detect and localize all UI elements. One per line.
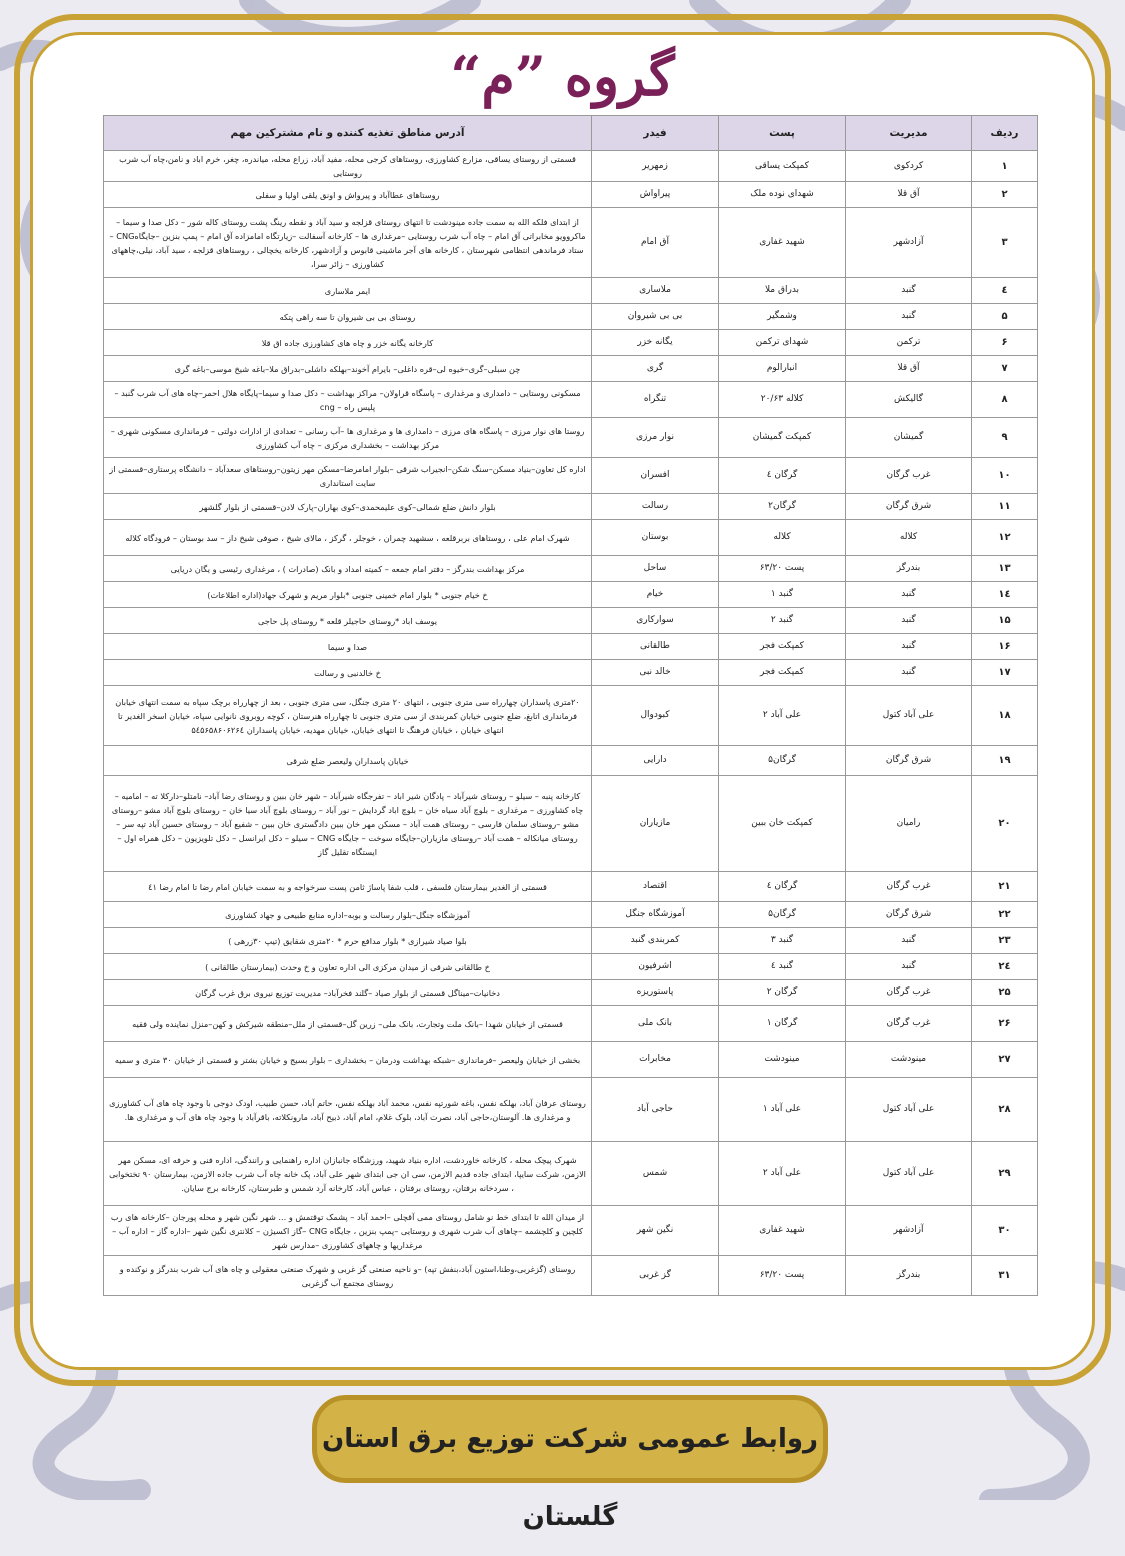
row-post: کلاله ۲۰/۶۳ [719,382,846,418]
row-address: بخشی از خیابان ولیعصر –فرمانداری –شبکه بهداشت ودرمان – بخشداری – بلوار بسیج و خیابان بشتر و قسمتی از خیابان ۳۰ متری و سمیه [104,1042,592,1078]
table-row [104,556,1038,582]
row-modiriat: گنبد [846,954,972,980]
table-row [104,660,1038,686]
row-post: کلاله [719,520,846,556]
row-number: ۱۳ [972,556,1038,582]
row-address: خ خالدنبی و رسالت [104,660,592,686]
row-address: ۲۰متری پاسداران چهارراه سی متری جنوبی ، انتهای ۲۰ متری جنگل، سی متری جنوبی ، بعد از چهارراه برچک سپاه به سمت انتهای خیابان فرمانداری اتابغ، ضلع جنوبی خیابان کمربندی از سی متری جنوبی تا چهارراه هنرستان ، کوچه روبروی نانوایی سپاه، خیابان اسخر الغدیر تا انتهای خیابان ، خیابان فرهنگ تا انتهای خیابان، خیابان مهدیه، خیابان پاسداران ۵٤۵۶۵۸۶۰۶۲۶٤ [104,686,592,746]
row-feeder: شمس [592,1142,719,1206]
row-address: بلوار دانش ضلع شمالی–کوی علیمحمدی–کوی بهاران–پارک لادن–قسمتی از بلوار گلشهر [104,494,592,520]
row-post: شهید غفاری [719,1206,846,1256]
row-post: گنبد ۱ [719,582,846,608]
row-number: ۲۹ [972,1142,1038,1206]
row-number: ٤ [972,278,1038,304]
row-post: شهدای نوده ملک [719,182,846,208]
row-feeder: نگین شهر [592,1206,719,1256]
row-modiriat: آق قلا [846,356,972,382]
header-modiriat: مدیریت [846,116,972,151]
row-address: از میدان الله تا ابتدای خط نو شامل روستای ممی آقچلی –احمد آباد – پشمک توقتمش و ... شهر نگین شهر و محله پورجان –کارخانه های رب کلچین و کلچشمه –چاهای آب شرب شهری و روستایی –پمپ بنزین ، جایگاه CNG –گاز اکسیژن – کلانتری نگین شهر –اداره گاز – اداره آب – مرغداریها و چاههای کشاورزی –مدارس شهر [104,1206,592,1256]
table-row [104,356,1038,382]
row-modiriat: غرب گرگان [846,872,972,902]
table-row [104,208,1038,278]
row-number: ۳ [972,208,1038,278]
table-row [104,1078,1038,1142]
row-feeder: کبودوال [592,686,719,746]
row-feeder: حاجی آباد [592,1078,719,1142]
row-post: علی آباد ۱ [719,1078,846,1142]
row-post: کمپکت خان ببین [719,776,846,872]
row-feeder: خالد نبی [592,660,719,686]
row-number: ۱۷ [972,660,1038,686]
row-address: شهرک پیچک محله ، کارخانه خاوردشت، اداره بنیاد شهید، ورزشگاه جانبازان اداره راهنمایی و رانندگی، اداره فنی و حرفه ای، مسکن مهر الازمن، شرکت سایپا، ابتدای جاده قدیم الازمن، سی ان جی ابتدای شهر علی آباد، پک خانه چاه آب شرب جاده الازمن، بیمارستان ۹۰ تختخوابی ، سردخانه برفتان، روستای برفتان ، عباس آباد، کارخانه آرد شمس و طبرستان، کارخانه برج سایان. [104,1142,592,1206]
row-modiriat: گمیشان [846,418,972,458]
row-feeder: مخابرات [592,1042,719,1078]
row-feeder: طالقانی [592,634,719,660]
row-number: ۳۰ [972,1206,1038,1256]
row-post: گرگان۲ [719,494,846,520]
row-modiriat: غرب گرگان [846,980,972,1006]
row-modiriat: گنبد [846,582,972,608]
table-row [104,582,1038,608]
row-post: بدراق ملا [719,278,846,304]
row-modiriat: علی آباد کتول [846,686,972,746]
row-address: صدا و سیما [104,634,592,660]
row-number: ۱۵ [972,608,1038,634]
table-row [104,458,1038,494]
row-modiriat: آزادشهر [846,208,972,278]
row-address: آموزشگاه جنگل–بلوار رسالت و بوبه–اداره منابع طبیعی و جهاد کشاورزی [104,902,592,928]
row-number: ۹ [972,418,1038,458]
table-row [104,494,1038,520]
row-feeder: نوار مرزی [592,418,719,458]
row-modiriat: گنبد [846,304,972,330]
row-feeder: گری [592,356,719,382]
row-address: دخانیات–میناگل قسمتی از بلوار صیاد –گلند فخرآباد– مدیریت توزیع نیروی برق غرب گرگان [104,980,592,1006]
row-feeder: دارایی [592,746,719,776]
row-number: ۲۱ [972,872,1038,902]
row-feeder: ملاساری [592,278,719,304]
row-post: شهید غفاری [719,208,846,278]
header-post: پست [719,116,846,151]
row-number: ۲۸ [972,1078,1038,1142]
row-modiriat: آق قلا [846,182,972,208]
row-modiriat: گنبد [846,278,972,304]
row-modiriat: علی آباد کتول [846,1078,972,1142]
row-post: گرگان ۲ [719,980,846,1006]
row-modiriat: گالیکش [846,382,972,418]
row-post: گرگان۵ [719,746,846,776]
row-post: گنبد ٤ [719,954,846,980]
row-feeder: زمهریر [592,151,719,182]
row-post: گرگان ٤ [719,872,846,902]
row-number: ۶ [972,330,1038,356]
page-title: گروه ”م“ [450,44,675,108]
row-number: ۲۲ [972,902,1038,928]
row-modiriat: کردکوی [846,151,972,182]
table-row [104,1206,1038,1256]
row-post: علی آباد ۲ [719,686,846,746]
row-modiriat: رامیان [846,776,972,872]
row-address: روستاهای عطاآباد و پیرواش و اونق یلقی اولیا و سفلی [104,182,592,208]
table-row [104,746,1038,776]
table-row [104,418,1038,458]
row-post: کمپکت فجر [719,634,846,660]
row-post: کمپکت گمیشان [719,418,846,458]
table-row [104,902,1038,928]
row-modiriat: غرب گرگان [846,458,972,494]
row-address: قسمتی از خیابان شهدا –بانک ملت وتجارت، بانک ملی– زرین گل–قسمتی از ملل–منطقه شیرکش و کهن–منزل نماینده ولی فقیه [104,1006,592,1042]
row-modiriat: مینودشت [846,1042,972,1078]
row-modiriat: بندرگز [846,1256,972,1296]
row-address: خ خیام جنوبی * بلوار امام خمینی جنوبی *بلوار مریم و شهرک جهاد(اداره اطلاعات) [104,582,592,608]
row-feeder: رسالت [592,494,719,520]
table-row [104,520,1038,556]
row-modiriat: گنبد [846,608,972,634]
header-feeder: فیدر [592,116,719,151]
row-address: خیابان پاسداران ولیعصر ضلع شرقی [104,746,592,776]
row-post: گنبد ۳ [719,928,846,954]
table-row [104,278,1038,304]
row-modiriat: گنبد [846,634,972,660]
footer-banner [312,1395,828,1532]
table-row [104,1256,1038,1296]
row-number: ۱۲ [972,520,1038,556]
row-post: پست ۶۳/۲۰ [719,1256,846,1296]
row-feeder: گز غربی [592,1256,719,1296]
row-number: ۲۳ [972,928,1038,954]
row-address: مرکز بهداشت بندرگز – دفتر امام جمعه – کمیته امداد و بانک (صادرات ) ، مرغداری رئیسی و یگان دریایی [104,556,592,582]
row-feeder: افسران [592,458,719,494]
row-feeder: پیراواش [592,182,719,208]
row-number: ۱۶ [972,634,1038,660]
row-number: ۲۰ [972,776,1038,872]
row-address: چن سبلی–گری–خیوه لی–قره داغلی– بایرام آخوند–بهلکه داشلی–بدراق ملا–باغه شیخ موسی–باغه گری [104,356,592,382]
row-post: انبارالوم [719,356,846,382]
row-address: خ طالقانی شرقی از میدان مرکزی الی اداره تعاون و خ وحدت (بیمارستان طالقانی ) [104,954,592,980]
row-feeder: آموزشگاه جنگل [592,902,719,928]
row-number: ۵ [972,304,1038,330]
row-number: ۷ [972,356,1038,382]
row-number: ۳۱ [972,1256,1038,1296]
table-row [104,1042,1038,1078]
row-feeder: مازیاران [592,776,719,872]
row-post: کمپکت فجر [719,660,846,686]
row-number: ۱۸ [972,686,1038,746]
row-feeder: اقتصاد [592,872,719,902]
row-feeder: سوارکاری [592,608,719,634]
row-address: روستا های نوار مرزی – پاسگاه های مرزی – دامداری ها و مرغداری ها –آب رسانی – تعدادی از ادارات دولتی – فرمانداری مسکونی شهری – مرکز بهداشت – بخشداری مرکزی – چاه آب کشاورزی [104,418,592,458]
row-post: علی آباد ۲ [719,1142,846,1206]
row-number: ۲۵ [972,980,1038,1006]
row-feeder: کمربندی گنبد [592,928,719,954]
row-modiriat: آزادشهر [846,1206,972,1256]
row-number: ۸ [972,382,1038,418]
row-post: وشمگیر [719,304,846,330]
row-modiriat: شرق گرگان [846,494,972,520]
table-row [104,608,1038,634]
row-address: قسمتی از الغدیر بیمارستان فلسفی ، قلب شفا پاساژ ثامن پست سرخواجه و به سمت خیابان امام رضا تا امام رضا ٤۱ [104,872,592,902]
header-radif: ردیف [972,116,1038,151]
row-address: شهرک امام علی ، روستاهای بربرقلعه ، سشهید چمران ، خوجلر ، گرکز ، مالای شیخ ، صوفی شیخ داز – سد بوستان – فرودگاه کلاله [104,520,592,556]
row-modiriat: غرب گرگان [846,1006,972,1042]
row-post: گنبد ۲ [719,608,846,634]
row-post: مینودشت [719,1042,846,1078]
table-row [104,686,1038,746]
row-modiriat: بندرگز [846,556,972,582]
table-row [104,872,1038,902]
row-number: ۲۶ [972,1006,1038,1042]
row-address: روستای عرفان آباد، بهلکه نفس، باغه شورتپه نفس، محمد آباد بهلکه نفس، حاتم آباد، حسن طبیب، اودک دوجی با وجود چاه های آب کشاورزی و مرغداری ها. آلوستان،حاجی آباد، نصرت آباد، بلوک غلام، امام آباد، ذبیح آباد، مارونکلاته، باقرآباد با وجود چاه های آب و مرغداری ها. [104,1078,592,1142]
row-address: از ابتدای فلکه الله به سمت جاده مینودشت تا انتهای روستای قزلجه و سید آباد و نقطه رینگ پشت روستای کاله شور – دکل صدا و سیما –ماکروویو مخابراتی آق امام – چاه آب شرب روستایی –مرغداری ها – کارخانه آسفالت –زیارتگاه امامزاده آق امام – پمپ بنزین –جایگاهCNG – ستاد فرماندهی انتظامی شهرستان ، کارخانه های آجر ماشینی قابوس و آزادشهر، کارخانه یخچالی ، روستاهای قزلجه ، سید آباد، نیلی،چاههای کشاورزی – زائر سرا، [104,208,592,278]
row-number: ۲۷ [972,1042,1038,1078]
row-modiriat: کلاله [846,520,972,556]
row-feeder: پاستوریزه [592,980,719,1006]
row-address: بلوا صیاد شیرازی * بلوار مدافع حرم * ۲۰متری شقایق (تیپ ۳۰زرهی ) [104,928,592,954]
table-row [104,1006,1038,1042]
row-post: کمپکت یساقی [719,151,846,182]
row-modiriat: گنبد [846,660,972,686]
row-feeder: ساحل [592,556,719,582]
row-feeder: بی بی شیروان [592,304,719,330]
row-feeder: اشرفیون [592,954,719,980]
row-number: ۱۱ [972,494,1038,520]
row-address: کارخانه یگانه خزر و چاه های کشاورزی جاده اق قلا [104,330,592,356]
row-address: روستای بی بی شیروان تا سه راهی پتکه [104,304,592,330]
row-number: ۲ [972,182,1038,208]
table-row [104,928,1038,954]
table-row [104,304,1038,330]
table-row [104,634,1038,660]
row-modiriat: ترکمن [846,330,972,356]
table-row [104,980,1038,1006]
row-modiriat: شرق گرگان [846,902,972,928]
table-row [104,330,1038,356]
row-address: اداره کل تعاون–بنیاد مسکن–سنگ شکن–انجیراب شرقی –بلوار امامرضا–مسکن مهر زیتون–روستاهای سعدآباد – دانشگاه پرستاری–قسمتی از سایت استانداری [104,458,592,494]
row-address: قسمتی از روستای یساقی، مزارع کشاورزی، روستاهای کرجی محله، مفید آباد، زراع محله، میاندره، چغر، خرم اباد و نامن،چاه آب شرب روستایی [104,151,592,182]
table-body [104,151,1038,1296]
row-number: ۱۰ [972,458,1038,494]
row-address: کارخانه پنبه – سیلو – روستای شیرآباد – پادگان شیر اباد – تفرجگاه شیرآباد – شهر خان ببین و روستای رضا آباد– نامتلو–دارکلا ته – امامیه – چاه کشاورزی – مرغداری – بلوچ آباد سیاه خان – بلوچ اباد گردایش – نور آباد – روستای بلوچ آباد سیا خان – روستای بلوچ آباد مشو –روستای مشو –روستای سلمان فارسی – روستای همت آباد – مسکن مهر خان ببین دادگستری خان ببین – شفیع آباد – روستای حسین آباد تپه سر – روستای میانکاله – همت آباد –روستای مازیاران–جایگاه سوخت – جایگاه CNG – سیلو – دکل ایرانسل – دکل تلویزیون – دکل همراه اول – ایستگاه تقلیل گاز [104,776,592,872]
table-row [104,954,1038,980]
row-feeder: تنگراه [592,382,719,418]
header-address: آدرس مناطق تغذیه کننده و نام مشترکین مهم [104,116,592,151]
row-address: ایمر ملاساری [104,278,592,304]
row-number: ۲٤ [972,954,1038,980]
row-feeder: بانک ملی [592,1006,719,1042]
row-address: یوسف اباد *روستای حاجیلر قلعه * روستای پل حاجی [104,608,592,634]
table-row [104,1142,1038,1206]
row-post: گرگان۵ [719,902,846,928]
row-number: ۱۹ [972,746,1038,776]
footer-text: روابط عمومی شرکت توزیع برق استان گلستان [322,1424,818,1532]
table-header-row [104,116,1038,151]
row-address: مسکونی روستایی – دامداری و مرغداری – پاسگاه قراولان– مراکز بهداشت – دکل صدا و سیما–پایگاه هلال احمر–چاه های آب شرب گنبد – پلیس راه – cng [104,382,592,418]
row-post: شهدای ترکمن [719,330,846,356]
row-number: ۱ [972,151,1038,182]
row-post: گرگان ۱ [719,1006,846,1042]
row-number: ۱٤ [972,582,1038,608]
row-feeder: خیام [592,582,719,608]
row-post: پست ۶۳/۲۰ [719,556,846,582]
feeder-table [103,115,1038,1296]
row-modiriat: گنبد [846,928,972,954]
table-row [104,151,1038,182]
row-address: روستای (گزغربی،وطنا،استون آباد،بنفش تپه) –و ناحیه صنعتی گز غربی و شهرک صنعتی معقولی و چاه های آب شرب بندرگز و نوکنده و روستای مجتمع آب گزغربی [104,1256,592,1296]
table-row [104,182,1038,208]
table-row [104,382,1038,418]
table-row [104,776,1038,872]
row-feeder: آق امام [592,208,719,278]
row-modiriat: شرق گرگان [846,746,972,776]
row-feeder: بوستان [592,520,719,556]
row-post: گرگان ٤ [719,458,846,494]
row-feeder: یگانه خزر [592,330,719,356]
row-modiriat: علی آباد کتول [846,1142,972,1206]
